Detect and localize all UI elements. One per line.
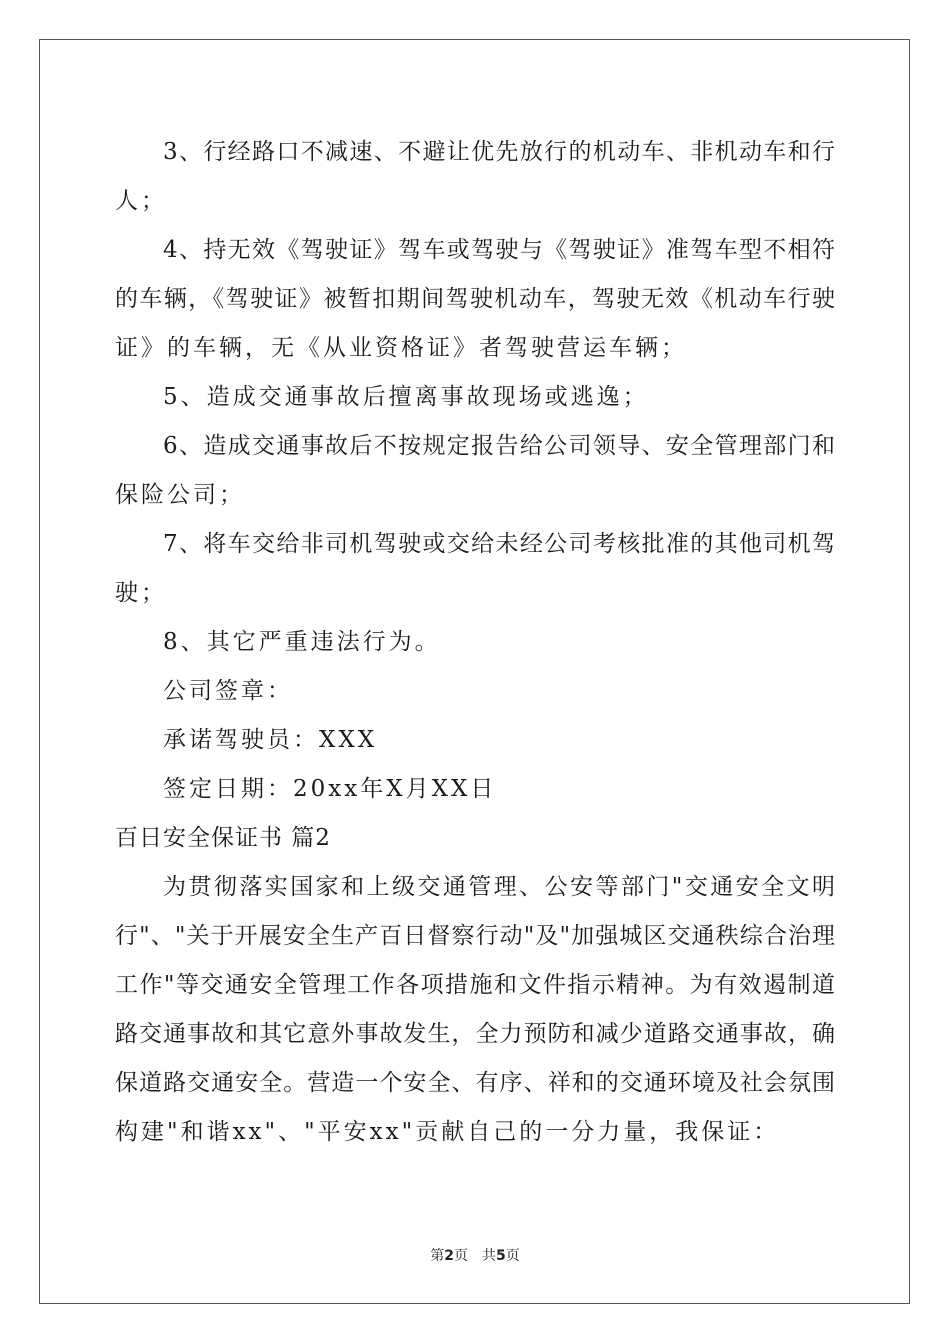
page-suffix: 页 [505, 1248, 520, 1264]
sign-date-label: 签定日期：20xx年X月XX日 [163, 776, 497, 802]
page-prefix: 第 [430, 1248, 445, 1264]
paragraph-line: 3、行经路口不减速、不避让优先放行的机动车、非机动车和行 [163, 139, 835, 165]
company-seal-label: 公司签章： [163, 678, 293, 704]
paragraph-line: 7、将车交给非司机驾驶或交给未经公司考核批准的其他司机驾 [163, 531, 835, 557]
paragraph-line: 保道路交通安全。营造一个安全、有序、祥和的交通环境及社会氛围 [115, 1070, 835, 1096]
paragraph-line: 构建"和谐xx"、"平安xx"贡献自己的一分力量，我保证： [115, 1119, 780, 1145]
paragraph-line: 5、造成交通事故后擅离事故现场或逃逸； [163, 384, 649, 410]
document-body [115, 128, 835, 1157]
paragraph-line: 路交通事故和其它意外事故发生，全力预防和减少道路交通事故，确 [115, 1021, 835, 1047]
paragraph-line: 工作"等交通安全管理工作各项措施和文件指示精神。为有效遏制道 [115, 972, 835, 998]
paragraph-line: 驶； [115, 580, 167, 606]
page-footer [0, 1245, 950, 1265]
paragraph-line: 为贯彻落实国家和上级交通管理、公安等部门"交通安全文明 [163, 874, 835, 900]
paragraph-line: 保险公司； [115, 482, 245, 508]
paragraph-line: 4、持无效《驾驶证》驾车或驾驶与《驾驶证》准驾车型不相符 [163, 237, 835, 263]
page-current: 2 [444, 1248, 454, 1264]
page-mid: 页 共 [454, 1248, 496, 1264]
paragraph-line: 证》的车辆，无《从业资格证》者驾驶营运车辆； [115, 335, 687, 361]
paragraph-line: 6、造成交通事故后不按规定报告给公司领导、安全管理部门和 [163, 433, 835, 459]
paragraph-line: 8、其它严重违法行为。 [163, 629, 441, 655]
paragraph-line: 行"、"关于开展安全生产百日督察行动"及"加强城区交通秩综合治理 [115, 923, 835, 949]
driver-signature-label: 承诺驾驶员：XXX [163, 727, 378, 753]
paragraph-line: 的车辆，《驾驶证》被暂扣期间驾驶机动车，驾驶无效《机动车行驶 [115, 286, 835, 312]
paragraph-line: 人； [115, 188, 167, 214]
page-total: 5 [496, 1248, 506, 1264]
section-heading: 百日安全保证书 篇2 [115, 825, 331, 851]
